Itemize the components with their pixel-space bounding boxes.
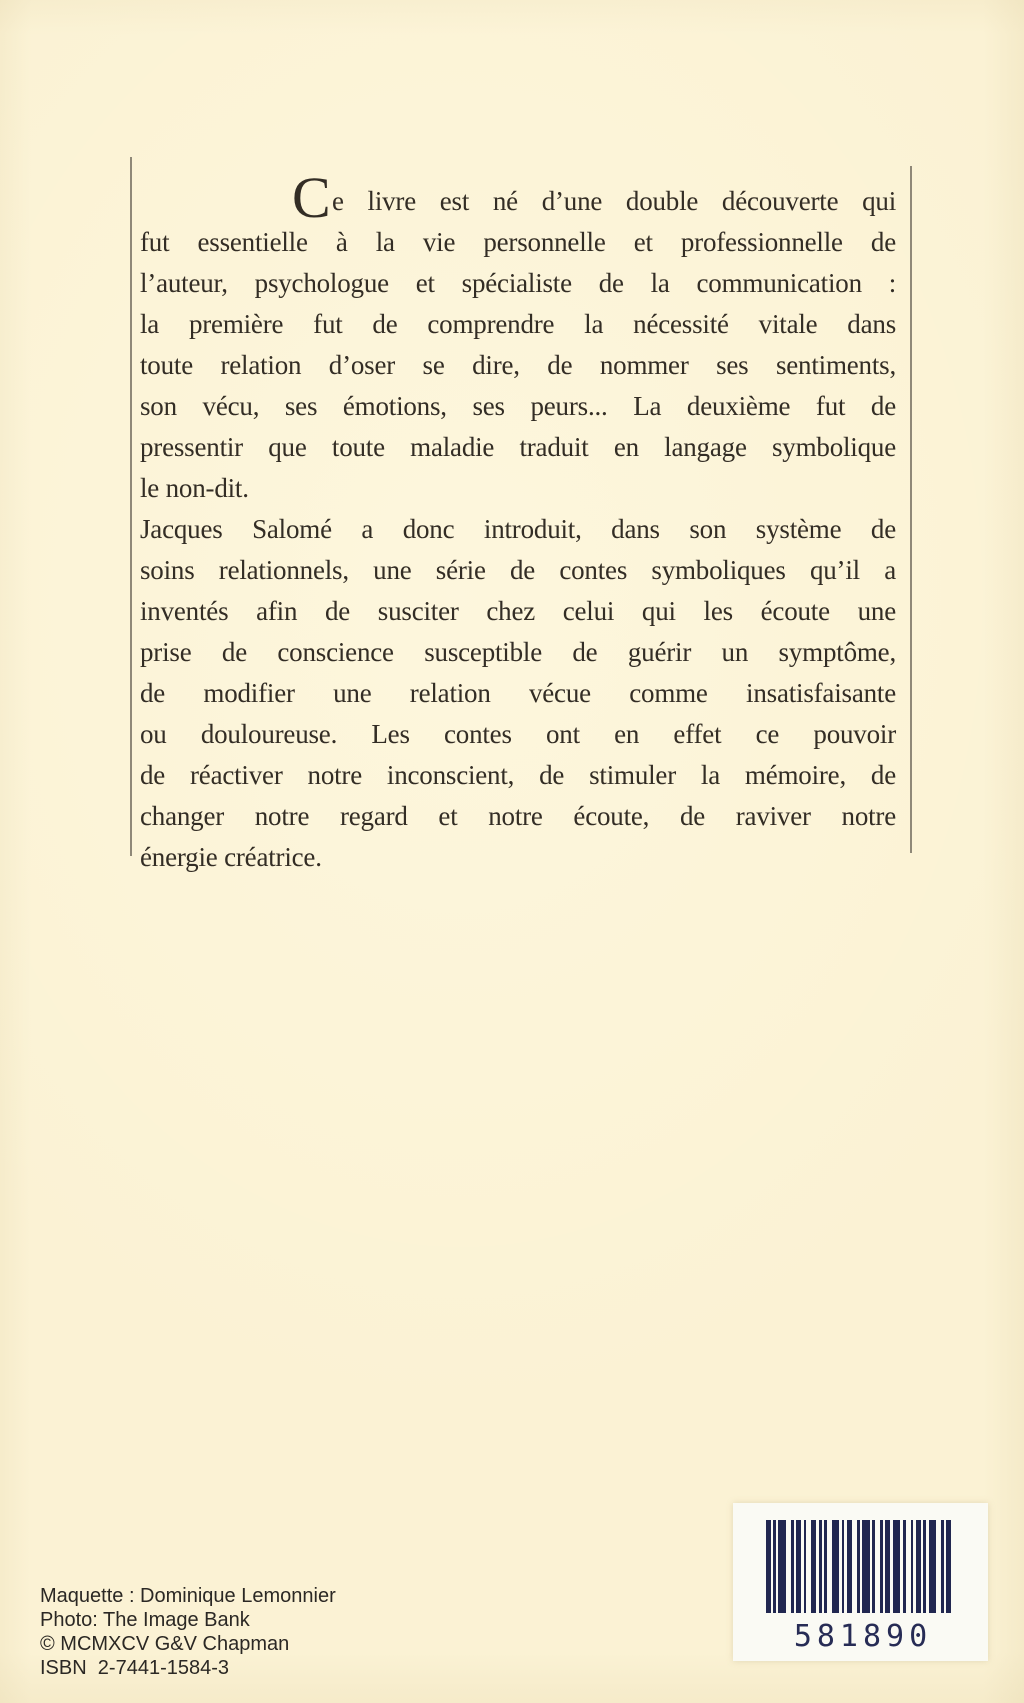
left-rule	[130, 157, 132, 856]
barcode-label	[733, 1503, 988, 1661]
blurb-line: de réactiver notre inconscient, de stimuler la mémoire, de	[140, 760, 896, 790]
credits	[40, 1584, 336, 1680]
blurb-line: soins relationnels, une série de contes symboliques qu’il a	[140, 555, 896, 585]
blurb-line: inventés afin de susciter chez celui qui les écoute une	[140, 596, 896, 626]
blurb-line: le non-dit.	[140, 473, 249, 503]
blurb-line: son vécu, ses émotions, ses peurs... La deuxième fut de	[140, 391, 896, 421]
credit-line: Maquette : Dominique Lemonnier	[40, 1585, 336, 1607]
blurb-line: ou douloureuse. Les contes ont en effet ce pouvoir	[140, 719, 896, 749]
blurb-line: Jacques Salomé a donc introduit, dans son système de	[140, 514, 896, 544]
barcode-bar	[862, 1520, 870, 1613]
blurb-line: changer notre regard et notre écoute, de raviver notre	[140, 801, 896, 831]
credit-line: ISBN 2-7441-1584-3	[40, 1657, 230, 1679]
blurb-text	[140, 165, 896, 878]
dropcap-initial: C	[292, 165, 331, 230]
blurb-line: fut essentielle à la vie personnelle et professionnelle de	[140, 227, 896, 257]
barcode-bar	[778, 1520, 786, 1613]
barcode-number: 581890	[793, 1619, 933, 1654]
credit-line: Photo: The Image Bank	[40, 1609, 250, 1631]
blurb-line: énergie créatrice.	[140, 842, 322, 872]
blurb-line: C e livre est né d’une double découverte qui	[292, 165, 896, 230]
barcode-bars	[766, 1520, 956, 1613]
blurb-line: toute relation d’oser se dire, de nommer ses sentiments,	[140, 350, 896, 380]
barcode-bar	[929, 1520, 937, 1613]
barcode-gap	[951, 1520, 954, 1613]
barcode-bar	[893, 1520, 901, 1613]
credit-line: © MCMXCV G&V Chapman	[40, 1633, 290, 1655]
blurb-line: la première fut de comprendre la nécessité vitale dans	[140, 309, 896, 339]
right-rule	[910, 166, 912, 853]
blurb-line: de modifier une relation vécue comme insatisfaisante	[140, 678, 896, 708]
barcode-bar	[832, 1520, 840, 1613]
blurb-line: pressentir que toute maladie traduit en langage symbolique	[140, 432, 896, 462]
blurb-line: l’auteur, psychologue et spécialiste de la communication :	[140, 268, 896, 298]
blurb-line: prise de conscience susceptible de guérir un symptôme,	[140, 637, 896, 667]
